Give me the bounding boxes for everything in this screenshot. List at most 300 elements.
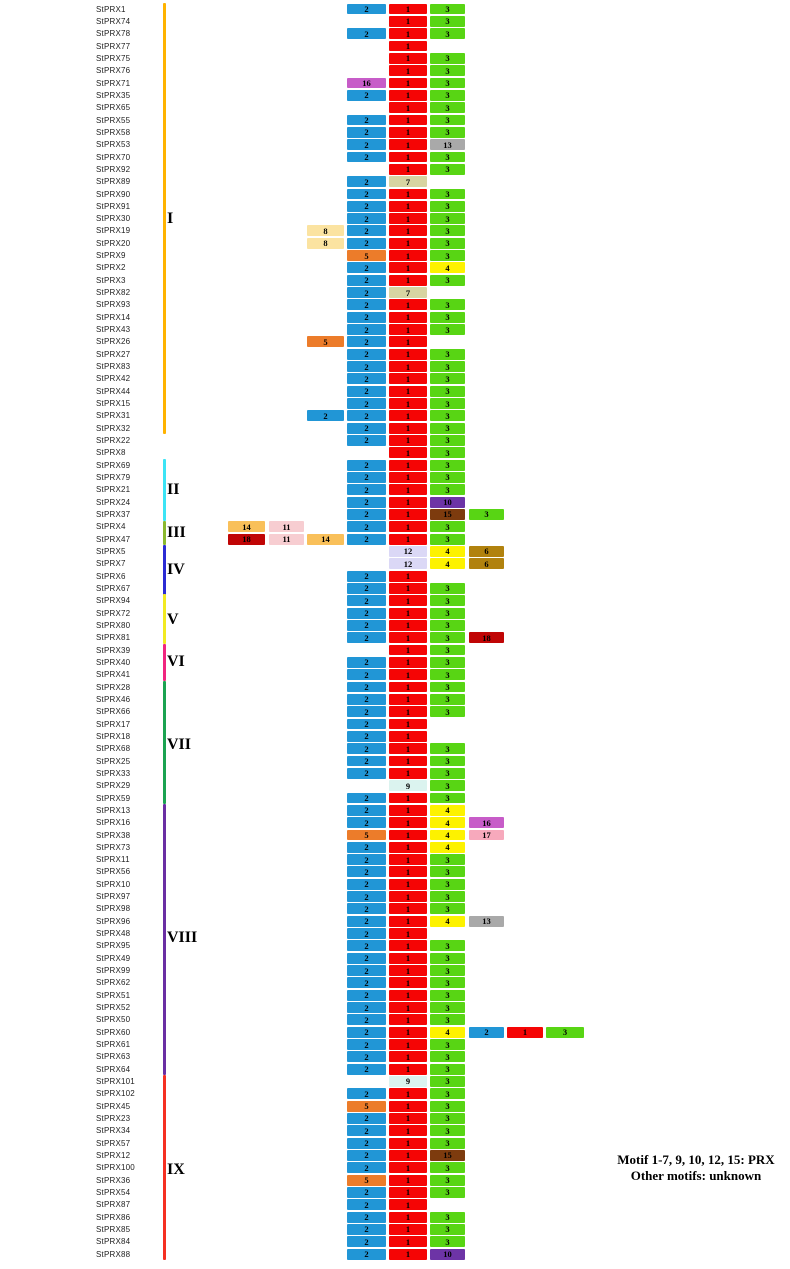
gene-label: StPRX77 [96,41,131,51]
motif-box-4: 4 [430,1027,465,1038]
motif-box-3: 3 [430,1113,465,1124]
gene-label: StPRX59 [96,793,131,803]
motif-box-3: 3 [430,201,465,212]
motif-box-2: 2 [347,349,386,360]
motif-box-3: 3 [430,780,465,791]
motif-box-1: 1 [389,731,427,742]
gene-label: StPRX72 [96,608,131,618]
gene-label: StPRX53 [96,140,131,150]
motif-box-2: 2 [347,287,386,298]
motif-box-3: 3 [430,1014,465,1025]
motif-box-2: 2 [347,891,386,902]
motif-box-7: 7 [389,176,427,187]
motif-box-3: 3 [430,65,465,76]
gene-label: StPRX85 [96,1224,131,1234]
motif-box-3: 3 [430,127,465,138]
motif-box-9: 9 [389,1076,427,1087]
motif-box-1: 1 [389,1162,427,1173]
motif-box-4: 4 [430,842,465,853]
motif-box-3: 3 [430,398,465,409]
motif-box-1: 1 [389,53,427,64]
gene-label: StPRX93 [96,300,131,310]
motif-box-1: 1 [389,1212,427,1223]
group-label-VII: VII [167,736,192,753]
gene-label: StPRX60 [96,1027,131,1037]
gene-label: StPRX90 [96,189,131,199]
motif-box-3: 3 [430,324,465,335]
motif-box-8: 8 [307,225,344,236]
motif-box-2: 2 [347,990,386,1001]
motif-box-1: 1 [389,953,427,964]
motif-box-2: 2 [347,965,386,976]
motif-box-1: 1 [389,139,427,150]
motif-box-1: 1 [389,127,427,138]
group-line-II [163,459,166,521]
motif-box-4: 4 [430,817,465,828]
motif-box-1: 1 [389,682,427,693]
group-label-IX: IX [167,1161,185,1178]
motif-box-2: 2 [347,706,386,717]
gene-label: StPRX3 [96,275,126,285]
gene-label: StPRX21 [96,485,131,495]
motif-box-2: 2 [347,768,386,779]
motif-box-1: 1 [389,669,427,680]
motif-box-1: 1 [389,238,427,249]
motif-box-15: 15 [430,1150,465,1161]
gene-label: StPRX57 [96,1138,131,1148]
motif-box-2: 2 [347,854,386,865]
motif-box-3: 3 [430,423,465,434]
gene-label: StPRX96 [96,916,131,926]
gene-label: StPRX24 [96,497,131,507]
motif-box-2: 2 [347,238,386,249]
motif-box-2: 2 [347,1039,386,1050]
gene-label: StPRX46 [96,694,131,704]
motif-box-1: 1 [389,423,427,434]
motif-box-3: 3 [430,1162,465,1173]
motif-box-1: 1 [389,1113,427,1124]
gene-label: StPRX64 [96,1064,131,1074]
motif-box-1: 1 [389,891,427,902]
motif-box-2: 2 [347,866,386,877]
motif-box-3: 3 [430,521,465,532]
gene-label: StPRX37 [96,510,131,519]
motif-box-2: 2 [347,176,386,187]
motif-box-1: 1 [389,262,427,273]
motif-box-1: 1 [389,361,427,372]
motif-box-3: 3 [430,866,465,877]
motif-box-1: 1 [389,608,427,619]
gene-label: StPRX17 [96,719,131,729]
motif-box-2: 2 [469,1027,504,1038]
motif-box-4: 4 [430,558,465,569]
motif-box-2: 2 [347,213,386,224]
motif-box-2: 2 [347,484,386,495]
motif-box-1: 1 [389,620,427,631]
motif-box-16: 16 [347,78,386,89]
motif-box-1: 1 [389,65,427,76]
gene-label: StPRX82 [96,288,131,298]
motif-box-18: 18 [469,632,504,643]
motif-box-3: 3 [430,275,465,286]
motif-box-2: 2 [347,127,386,138]
motif-box-6: 6 [469,558,504,569]
motif-box-10: 10 [430,1249,465,1260]
motif-box-1: 1 [389,1039,427,1050]
motif-box-3: 3 [546,1027,584,1038]
motif-box-2: 2 [347,879,386,890]
motif-box-3: 3 [430,965,465,976]
motif-box-3: 3 [430,879,465,890]
motif-box-2: 2 [347,1088,386,1099]
motif-box-2: 2 [347,201,386,212]
motif-box-1: 1 [389,90,427,101]
motif-box-1: 1 [389,990,427,1001]
group-line-I [163,3,166,435]
motif-box-1: 1 [389,768,427,779]
motif-box-4: 4 [430,916,465,927]
motif-box-2: 2 [347,1064,386,1075]
motif-box-1: 1 [389,324,427,335]
motif-box-2: 2 [347,1027,386,1038]
motif-box-2: 2 [347,1002,386,1013]
motif-box-1: 1 [389,756,427,767]
gene-label: StPRX56 [96,867,131,877]
motif-box-2: 2 [347,534,386,545]
motif-box-1: 1 [389,1014,427,1025]
motif-box-5: 5 [347,1175,386,1186]
motif-box-1: 1 [389,1224,427,1235]
motif-box-1: 1 [389,386,427,397]
gene-label: StPRX86 [96,1212,131,1222]
gene-label: StPRX36 [96,1175,131,1185]
motif-box-14: 14 [307,534,344,545]
motif-box-2: 2 [347,731,386,742]
gene-label: StPRX40 [96,657,131,667]
motif-box-18: 18 [228,534,265,545]
gene-label: StPRX14 [96,312,131,322]
motif-box-3: 3 [430,472,465,483]
gene-label: StPRX42 [96,374,131,384]
gene-label: StPRX10 [96,879,131,889]
motif-box-2: 2 [347,410,386,421]
motif-box-1: 1 [389,583,427,594]
motif-box-2: 2 [347,694,386,705]
motif-box-2: 2 [347,842,386,853]
gene-label: StPRX2 [96,263,126,273]
motif-box-2: 2 [347,1199,386,1210]
motif-box-1: 1 [389,373,427,384]
group-label-IV: IV [167,561,185,578]
gene-label: StPRX79 [96,473,131,483]
motif-box-1: 1 [389,571,427,582]
motif-box-1: 1 [389,1150,427,1161]
gene-label: StPRX83 [96,362,131,372]
motif-box-1: 1 [389,102,427,113]
motif-box-2: 2 [347,583,386,594]
motif-box-1: 1 [507,1027,543,1038]
motif-box-2: 2 [347,595,386,606]
motif-box-1: 1 [389,916,427,927]
motif-box-1: 1 [389,1088,427,1099]
gene-label: StPRX49 [96,953,131,963]
motif-box-1: 1 [389,706,427,717]
motif-box-2: 2 [347,398,386,409]
gene-label: StPRX97 [96,892,131,902]
gene-label: StPRX41 [96,670,131,680]
motif-box-3: 3 [430,583,465,594]
motif-box-3: 3 [430,1101,465,1112]
motif-box-15: 15 [430,509,465,520]
gene-label: StPRX78 [96,29,131,39]
motif-box-1: 1 [389,842,427,853]
gene-label: StPRX20 [96,238,131,248]
group-line-III [163,521,166,546]
motif-box-2: 2 [347,682,386,693]
motif-box-2: 2 [347,435,386,446]
gene-label: StPRX30 [96,214,131,224]
motif-box-3: 3 [430,410,465,421]
motif-box-3: 3 [430,152,465,163]
motif-box-2: 2 [347,299,386,310]
gene-label: StPRX92 [96,164,131,174]
gene-label: StPRX26 [96,337,131,347]
gene-label: StPRX27 [96,349,131,359]
motif-box-3: 3 [430,534,465,545]
motif-box-1: 1 [389,1175,427,1186]
motif-box-2: 2 [347,916,386,927]
motif-box-5: 5 [347,830,386,841]
gene-label: StPRX74 [96,16,131,26]
motif-box-1: 1 [389,965,427,976]
motif-box-8: 8 [307,238,344,249]
gene-label: StPRX88 [96,1249,131,1259]
motif-box-2: 2 [347,1187,386,1198]
motif-box-3: 3 [430,632,465,643]
gene-label: StPRX101 [96,1077,135,1087]
motif-box-13: 13 [469,916,504,927]
motif-box-3: 3 [430,953,465,964]
motif-box-2: 2 [347,743,386,754]
motif-box-3: 3 [430,299,465,310]
motif-box-3: 3 [430,891,465,902]
motif-box-2: 2 [347,115,386,126]
motif-box-2: 2 [347,386,386,397]
motif-box-12: 12 [389,546,427,557]
motif-box-3: 3 [430,854,465,865]
gene-label: StPRX54 [96,1187,131,1197]
motif-box-5: 5 [347,1101,386,1112]
motif-box-2: 2 [307,410,344,421]
gene-label: StPRX63 [96,1052,131,1062]
motif-box-1: 1 [389,164,427,175]
motif-box-2: 2 [347,312,386,323]
motif-box-3: 3 [430,682,465,693]
gene-label: StPRX50 [96,1015,131,1025]
motif-box-3: 3 [430,386,465,397]
motif-box-1: 1 [389,1199,427,1210]
legend-line-1: Motif 1-7, 9, 10, 12, 15: PRX [617,1152,775,1167]
motif-box-2: 2 [347,152,386,163]
motif-box-2: 2 [347,1212,386,1223]
motif-box-1: 1 [389,435,427,446]
motif-box-3: 3 [430,1224,465,1235]
motif-box-2: 2 [347,669,386,680]
motif-box-1: 1 [389,977,427,988]
motif-box-2: 2 [347,620,386,631]
gene-label: StPRX19 [96,226,131,236]
motif-box-17: 17 [469,830,504,841]
motif-box-3: 3 [430,977,465,988]
motif-box-1: 1 [389,928,427,939]
gene-label: StPRX71 [96,78,131,88]
motif-box-9: 9 [389,780,427,791]
motif-box-2: 2 [347,805,386,816]
motif-box-3: 3 [430,4,465,15]
motif-box-3: 3 [430,349,465,360]
gene-label: StPRX67 [96,583,131,593]
motif-box-1: 1 [389,866,427,877]
gene-label: StPRX61 [96,1040,131,1050]
motif-box-1: 1 [389,250,427,261]
group-line-VI [163,644,166,681]
gene-label: StPRX73 [96,842,131,852]
motif-box-1: 1 [389,719,427,730]
gene-label: StPRX18 [96,731,131,741]
motif-box-2: 2 [347,1014,386,1025]
motif-box-1: 1 [389,312,427,323]
motif-box-1: 1 [389,743,427,754]
motif-box-2: 2 [347,1113,386,1124]
motif-box-2: 2 [347,225,386,236]
motif-box-2: 2 [347,423,386,434]
motif-box-2: 2 [347,90,386,101]
gene-label: StPRX70 [96,152,131,162]
motif-box-3: 3 [430,1076,465,1087]
gene-label: StPRX80 [96,620,131,630]
motif-box-3: 3 [430,706,465,717]
motif-box-3: 3 [430,620,465,631]
motif-box-3: 3 [430,1175,465,1186]
motif-box-3: 3 [430,102,465,113]
gene-label: StPRX100 [96,1163,135,1173]
motif-box-2: 2 [347,719,386,730]
motif-box-3: 3 [430,669,465,680]
gene-label: StPRX15 [96,399,131,409]
motif-box-1: 1 [389,152,427,163]
motif-box-1: 1 [389,472,427,483]
motif-box-1: 1 [389,497,427,508]
motif-box-3: 3 [430,53,465,64]
motif-box-4: 4 [430,805,465,816]
gene-label: StPRX55 [96,115,131,125]
motif-box-1: 1 [389,657,427,668]
motif-box-3: 3 [430,1064,465,1075]
group-label-II: II [167,481,180,498]
motif-box-3: 3 [430,1212,465,1223]
motif-box-3: 3 [430,657,465,668]
motif-box-4: 4 [430,546,465,557]
motif-box-2: 2 [347,460,386,471]
motif-box-3: 3 [430,78,465,89]
motif-box-1: 1 [389,694,427,705]
motif-box-3: 3 [430,1039,465,1050]
motif-box-2: 2 [347,1249,386,1260]
motif-box-2: 2 [347,632,386,643]
motif-box-1: 1 [389,349,427,360]
motif-box-1: 1 [389,78,427,89]
gene-label: StPRX87 [96,1200,131,1210]
motif-box-3: 3 [469,509,504,520]
gene-label: StPRX45 [96,1101,131,1111]
motif-box-2: 2 [347,373,386,384]
gene-label: StPRX34 [96,1126,131,1136]
motif-box-3: 3 [430,694,465,705]
gene-label: StPRX5 [96,546,126,556]
motif-box-3: 3 [430,312,465,323]
gene-label: StPRX29 [96,781,131,791]
motif-box-2: 2 [347,977,386,988]
motif-box-11: 11 [269,534,304,545]
gene-label: StPRX25 [96,756,131,766]
motif-box-4: 4 [430,830,465,841]
group-label-VIII: VIII [167,929,198,946]
gene-label: StPRX8 [96,448,126,458]
motif-box-3: 3 [430,990,465,1001]
gene-label: StPRX81 [96,633,131,643]
motif-box-1: 1 [389,16,427,27]
motif-box-3: 3 [430,595,465,606]
motif-box-10: 10 [430,497,465,508]
gene-label: StPRX58 [96,127,131,137]
gene-label: StPRX51 [96,990,131,1000]
motif-box-2: 2 [347,1150,386,1161]
motif-box-5: 5 [307,336,344,347]
motif-box-1: 1 [389,299,427,310]
motif-box-1: 1 [389,509,427,520]
motif-box-2: 2 [347,817,386,828]
motif-box-3: 3 [430,1088,465,1099]
motif-box-2: 2 [347,1138,386,1149]
motif-box-1: 1 [389,1051,427,1062]
gene-label: StPRX52 [96,1003,131,1013]
motif-box-2: 2 [347,336,386,347]
motif-box-3: 3 [430,1002,465,1013]
gene-label: StPRX66 [96,707,131,717]
gene-label: StPRX13 [96,805,131,815]
motif-box-3: 3 [430,793,465,804]
gene-label: StPRX62 [96,978,131,988]
gene-label: StPRX47 [96,534,131,544]
gene-label: StPRX33 [96,768,131,778]
motif-box-2: 2 [347,189,386,200]
motif-box-2: 2 [347,324,386,335]
gene-label: StPRX6 [96,571,126,581]
motif-box-1: 1 [389,817,427,828]
motif-box-14: 14 [228,521,265,532]
motif-box-3: 3 [430,361,465,372]
motif-box-1: 1 [389,28,427,39]
motif-box-2: 2 [347,275,386,286]
motif-box-2: 2 [347,928,386,939]
group-label-V: V [167,611,179,628]
motif-box-2: 2 [347,1125,386,1136]
motif-box-2: 2 [347,139,386,150]
motif-box-2: 2 [347,657,386,668]
motif-box-2: 2 [347,571,386,582]
motif-box-3: 3 [430,756,465,767]
gene-label: StPRX94 [96,596,131,606]
